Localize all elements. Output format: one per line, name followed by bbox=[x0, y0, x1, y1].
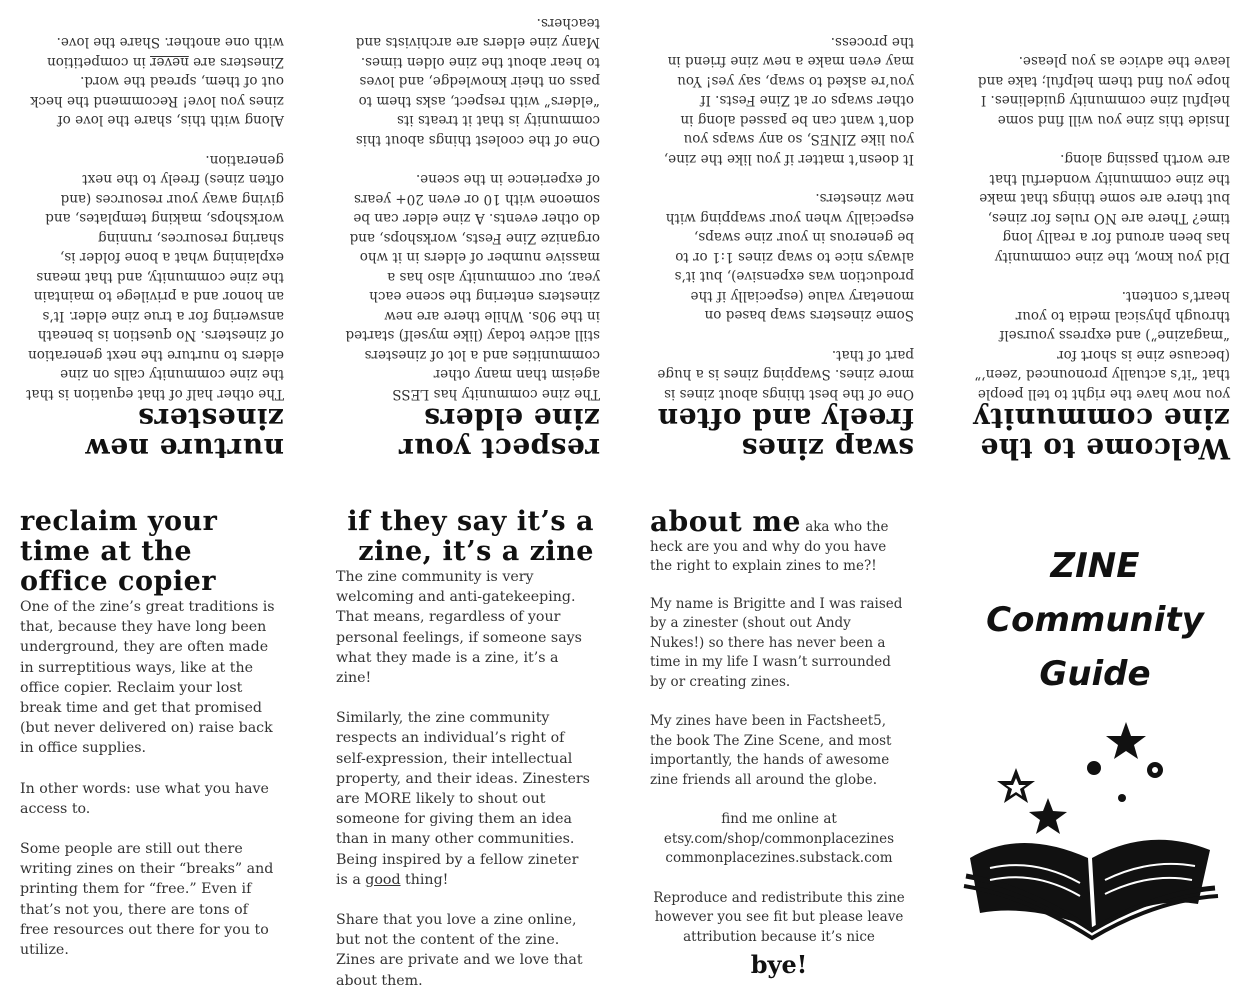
if-zine-paragraph-2 bbox=[336, 708, 594, 890]
if-zine-heading: if they say it’s a zine, it’s a zine bbox=[347, 506, 594, 567]
star-icon bbox=[1029, 798, 1067, 834]
panel-welcome bbox=[966, 0, 1236, 483]
copier-heading: reclaim your time at the office copier bbox=[20, 506, 218, 597]
panel-cover bbox=[960, 483, 1230, 966]
cover-title-line-2: Community bbox=[986, 600, 1204, 640]
open-book-with-stars-icon bbox=[960, 708, 1230, 948]
bye-text: bye! bbox=[750, 950, 808, 979]
elders-paragraph-2: One of the coolest things about this community is that it treats its “elders” with respect, asks them to pass on their knowledge, and loves to hear about the zine olden times. Many zine elders are archivists and teachers. bbox=[355, 15, 600, 148]
about-subheading: aka who the heck are you and why do you have the right to explain zines to me?! bbox=[650, 519, 889, 574]
cover-title bbox=[966, 539, 1224, 701]
swap-paragraph-2: Some zinesters swap based on monetary value (especially if the production was expensive), but it’s always nice to swap zines 1:1 or to be generous in your zine swaps, especially when your swapping with new zinesters. bbox=[665, 190, 914, 324]
panel-swap bbox=[650, 0, 920, 483]
elders-paragraph-1: The zine community has LESS ageism than many other communities and a lot of zinesters still active today (like myself) started in the 90s. While there are new zinesters entering the scene each year, our community also has a massive number of elders in it who organize Zine Fests, workshops, and do other events. A zine elder can be someone with 10 or even 20+ years of experience in the scene. bbox=[345, 171, 600, 402]
etsy-link[interactable]: etsy.com/shop/commonplacezines bbox=[663, 830, 895, 847]
substack-link[interactable]: commonplacezines.substack.com bbox=[665, 850, 893, 866]
if-zine-p2-text: Similarly, the zine community respects an individual’s right of self-expression, their intellectual property, and their ideas. Zinesters are MORE likely to shout out someone for giving them an idea than in many other communities. Being inspired by a fellow zineter is a bbox=[336, 710, 590, 888]
about-paragraph-1: My name is Brigitte and I was raised by a zinester (shout out Andy Nukes!) so there has never been a time in my life I wasn’t surrounded by or creating zines. bbox=[650, 595, 903, 690]
if-zine-paragraph-1: The zine community is very welcoming and anti-gatekeeping. That means, regardless of your personal feelings, if someone says what they made is a zine, it’s a zine! bbox=[336, 569, 582, 687]
cover-title-line-3: Guide bbox=[1039, 654, 1151, 694]
if-zine-p2-tail: thing! bbox=[400, 871, 449, 888]
swap-paragraph-3: It doesn’t matter if you like the zine, you like ZINES, so any swaps you don’t want can be passed along in other swaps or at Zine Fests. If you’re asked to swap, say yes! You may even make a new zine friend in the process. bbox=[663, 34, 914, 167]
reproduce-note: Reproduce and redistribute this zine however you see fit but please leave attribution because it’s nice bbox=[653, 889, 905, 945]
book-left-page bbox=[970, 843, 1092, 928]
find-me-line: find me online at bbox=[721, 811, 837, 827]
star-icon bbox=[1106, 722, 1146, 759]
nurture-p2-text: Along with this, share the love of zines you love! Recommend the heck out of them, spread the word. Zinesters are bbox=[30, 54, 284, 129]
welcome-paragraph-3: Inside this zine you will find some helpful zine community guidelines. I hope you find them helpful; take and leave the advice as you please. bbox=[977, 53, 1230, 128]
cover-title-line-1: ZINE bbox=[1050, 546, 1140, 586]
nurture-p2-underline: never bbox=[150, 54, 189, 70]
nurture-paragraph-1: The other half of that equation is that the zine community calls on zine elders to nurture the next generation of zinesters. No question is beneath answering for a true zine elder. It’s an honor and a privilege to maintain the zine community, and that means explaining what a bone folder is, sharing resources, running workshops, making templates, and giving away your resources (and often zines) freely to the next generation. bbox=[26, 152, 284, 402]
panel-if-zine bbox=[330, 483, 600, 989]
welcome-paragraph-2: Did you know, the zine community has been around for a really long time? There are NO rules for zines, but there are some things that make the zine community wonderful that are worth passing along. bbox=[979, 151, 1230, 265]
panel-about-me bbox=[644, 483, 914, 979]
if-zine-paragraph-3: Share that you love a zine online, but not the content of the zine. Zines are private and we love that about them. bbox=[336, 912, 583, 989]
about-heading: about me bbox=[650, 505, 801, 538]
dot-icon bbox=[1118, 794, 1126, 802]
swap-heading: swap zines freely and often bbox=[657, 402, 914, 465]
elders-heading: respect your zine elders bbox=[398, 402, 600, 465]
welcome-heading: Welcome to the zine community bbox=[973, 402, 1230, 465]
copier-paragraph-1: One of the zine’s great traditions is that, because they have long been underground, they are often made in surreptitious ways, like at the office copier. Reclaim your lost break time and get that promised (but never delivered on) raise back in office supplies. bbox=[20, 599, 275, 757]
welcome-paragraph-1: you now have the right to tell people that “it’s actually pronounced ‘zeen’” (because zine is short for “magazine”) and express yourself through physical media to your heart’s content. bbox=[974, 288, 1230, 402]
book-right-page bbox=[1092, 840, 1210, 928]
copier-paragraph-2: In other words: use what you have access to. bbox=[20, 780, 269, 817]
panel-nurture bbox=[20, 0, 290, 483]
about-heading-block bbox=[650, 507, 908, 577]
about-paragraph-2: My zines have been in Factsheet5, the book The Zine Scene, and most importantly, the hands of awesome zine friends all around the globe. bbox=[650, 713, 892, 788]
if-zine-p2-underline: good bbox=[365, 871, 401, 888]
bottom-row bbox=[0, 483, 1250, 989]
panel-elders bbox=[336, 0, 606, 483]
nurture-heading: nurture new zinesters bbox=[85, 402, 284, 465]
nurture-p2-tail: in competition with one another. Share the love. bbox=[47, 34, 284, 70]
swap-paragraph-1: One of the best things about zines is more zines. Swapping zines is a huge part of that. bbox=[657, 347, 914, 402]
copier-paragraph-3: Some people are still out there writing zines on their “breaks” and printing them for “free.” Even if that’s not you, there are tons of free resources out there for you to utilize. bbox=[20, 841, 274, 959]
dot-icon bbox=[1087, 761, 1101, 775]
panel-copier bbox=[14, 483, 284, 966]
top-row-upside-down bbox=[0, 0, 1250, 483]
nurture-paragraph-2 bbox=[26, 32, 284, 130]
